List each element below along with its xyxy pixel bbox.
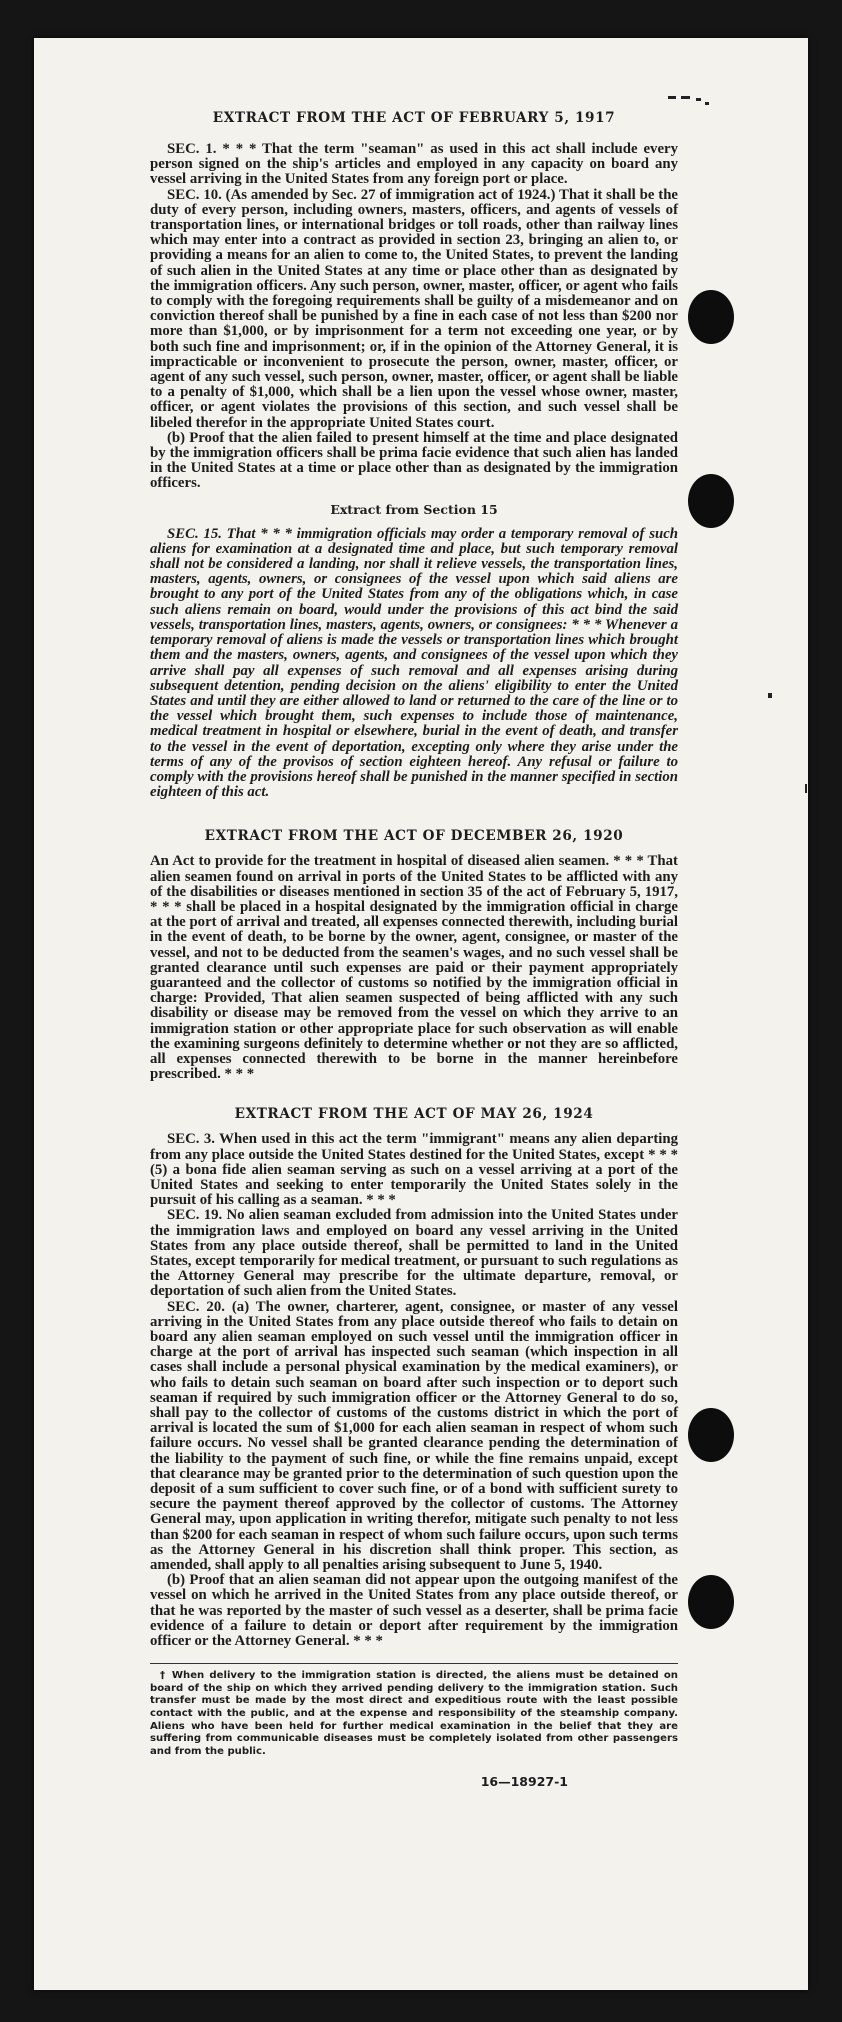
punch-hole-3 [688,1408,734,1462]
document-body [150,110,678,1789]
corner-mark [681,96,690,99]
section-3-paragraph: SEC. 3. When used in this act the term "immigrant" means any alien departing from any place outside the United States destined for the United States, except * * * (5) a bona fide alien seaman serving as such on a vessel arriving at a port of the United States and seeking to enter temporarily the United States solely in the pursuit of his calling as a seaman. * * * [150,1131,678,1209]
corner-mark [696,98,701,101]
section-10-paragraph: SEC. 10. (As amended by Sec. 27 of immigration act of 1924.) That it shall be the duty of every person, including owners, masters, officers, and agents of vessels of transportation lines, or international bridges or toll roads, other than railway lines which may enter into a contract as provided in section 23, bringing an alien to, or providing a means for an alien to come to, the United States, to prevent the landing of such alien in the United States at any time or place other than as designated by the immigration officers. Any such person, owner, master, officer, or agent who fails to comply with the foregoing requirements shall be guilty of a misdemeanor and on conviction thereof shall be punished by a fine in each case of not less than $200 nor more than $1,000, or by imprisonment for a term not exceeding one year, or by both such fine and imprisonment; or, if in the opinion of the Attorney General, it is impracticable or inconvenient to prosecute the person, owner, master, officer, or agent of any such vessel, such person, owner, master, officer, or agent shall be liable to a penalty of $1,000, which shall be a lien upon the vessel whose owner, master, officer, or agent violates the provisions of this section, and such vessel shall be libeled therefor in the appropriate United States court. [150,186,678,431]
footnote-text: † When delivery to the immigration station is directed, the aliens must be detained on board of the ship on which they arrived pending delivery to the immigration station. Such transfer must be made by the most direct and expeditious route with the least possible contact with the public, and at the expense and responsibility of the steamship company. Aliens who have been held for further medical examination in the belief that they are suffering from communicable diseases must be completely isolated from other passengers and from the public. [150,1670,678,1757]
corner-marks [668,96,708,99]
section-1920 [150,854,678,1082]
heading-act-1917: EXTRACT FROM THE ACT OF FEBRUARY 5, 1917 [212,110,616,126]
section-15-paragraph: SEC. 15. That * * * immigration officials may order a temporary removal of such aliens for examination at a designated time and place, but such temporary removal shall not be considered a landing, nor shall it relieve vessels, the transportation lines, masters, agents, owners, or consignees of the vessel upon which said aliens are brought to any port of the United States from any of the obligations which, in case such aliens remain on board, would under the provisions of this act bind the said vessels, transportation lines, masters, agents, owners, or consignees: * * * Whenever a temporary removal of aliens is made the vessels or transportation lines which brought them and the masters, owners, agents, and consignees of the vessel upon which they arrive shall pay all expenses of such removal and all expenses arising during subsequent detention, pending decision on the aliens' eligibility to enter the United States and until they are either allowed to land or returned to the care of the line or to the vessel which brought them, such expenses to include those of maintenance, medical treatment in hospital or elsewhere, burial in the event of death, and transfer to the vessel in the event of deportation, excepting only where they arise under the terms of any of the provisos of section eighteen hereof. Any refusal or failure to comply with the provisions hereof shall be punished in the manner specified in section eighteen of this act. [150,525,678,801]
punch-hole-4 [688,1575,734,1629]
punch-hole-1 [688,290,734,344]
margin-speck [768,693,772,698]
footnote-divider [150,1663,678,1664]
punch-hole-2 [688,474,734,528]
section-20a-paragraph: SEC. 20. (a) The owner, charterer, agent, consignee, or master of any vessel arriving in the United States from any place outside thereof who fails to detain on board any alien seaman employed on such vessel until the immigration officer in charge at the port of arrival has inspected such seaman (which inspection in all cases shall include a personal physical examination by the medical examiners), or who fails to detain such seaman on board after such inspection or to deport such seaman if required by such immigration officer or the Attorney General to do so, shall pay to the collector of customs of the customs district in which the port of arrival is located the sum of $1,000 for each alien seaman in respect of whom such failure occurs. No vessel shall be granted clearance pending the determination of the liability to the payment of such fine, or while the fine remains unpaid, except that clearance may be granted prior to the determination of such question upon the deposit of a sum sufficient to cover such fine, or of a bond with sufficient surety to secure the payment thereof approved by the collector of customs. The Attorney General may, upon application in writing therefor, mitigate such penalty to not less than $200 for each seaman in respect of whom such failure occurs, upon such terms as the Attorney General in his discretion shall think proper. This section, as amended, shall apply to all penalties arising subsequent to June 5, 1940. [150,1298,678,1574]
section-15 [150,527,678,801]
section-19-paragraph: SEC. 19. No alien seaman excluded from admission into the United States under the immigration laws and employed on board any vessel arriving in the United States from any place outside thereof, shall be permitted to land in the United States, except temporarily for medical treatment, or pursuant to such regulations as the Attorney General may prescribe for the ultimate departure, removal, or deportation of such alien from the United States. [150,1207,678,1300]
section-20b-paragraph: (b) Proof that an alien seaman did not appear upon the outgoing manifest of the vessel on which he arrived in the United States from any place outside thereof, or that he was reported by the master of such vessel as a deserter, shall be prima facie evidence of a failure to detain or deport after requirement by the immigration officer or the Attorney General. * * * [150,1572,678,1650]
document-number: 16—18927-1 [480,1774,568,1790]
corner-mark [668,96,676,99]
act-1920-paragraph: An Act to provide for the treatment in hospital of diseased alien seamen. * * * That alien seamen found on arrival in ports of the United States to be afflicted with any of the disabilities or diseases mentioned in section 35 of the act of February 5, 1917, * * * shall be placed in a hospital designated by the immigration official in charge at the port of arrival and treated, all expenses connected therewith, including burial in the event of death, to be borne by the owner, agent, consignee, or master of the vessel, and not to be deducted from the seamen's wages, and no such vessel shall be granted clearance until such expenses are paid or their payment appropriately guaranteed and the collector of customs so notified by the immigration official in charge: Provided, That alien seamen suspected of being afflicted with any such disability or disease may be removed from the vessel on which they arrive to an immigration station or other appropriate place for such observation as will enable the examining surgeons definitely to determine whether or not they are so afflicted, all expenses connected therewith to be borne in the manner hereinbefore prescribed. * * * [150,853,679,1083]
corner-mark [705,102,709,105]
section-1924 [150,1132,678,1649]
heading-section-15: Extract from Section 15 [330,501,498,517]
section-10b-paragraph: (b) Proof that the alien failed to present himself at the time and place designated by the immigration officers shall be prima facie evidence that such alien has landed in the United States at a time or place other than as designated by the immigration officers. [150,429,678,492]
footnote [150,1670,678,1758]
margin-speck [805,784,807,793]
heading-act-1924: EXTRACT FROM THE ACT OF MAY 26, 1924 [234,1106,594,1123]
section-1917 [150,142,678,492]
section-1-paragraph: SEC. 1. * * * That the term "seaman" as used in this act shall include every person signed on the ship's articles and employed in any capacity on board any vessel arriving in the United States from any foreign port or place. [150,141,678,188]
heading-act-1920: EXTRACT FROM THE ACT OF DECEMBER 26, 1920 [204,828,624,845]
